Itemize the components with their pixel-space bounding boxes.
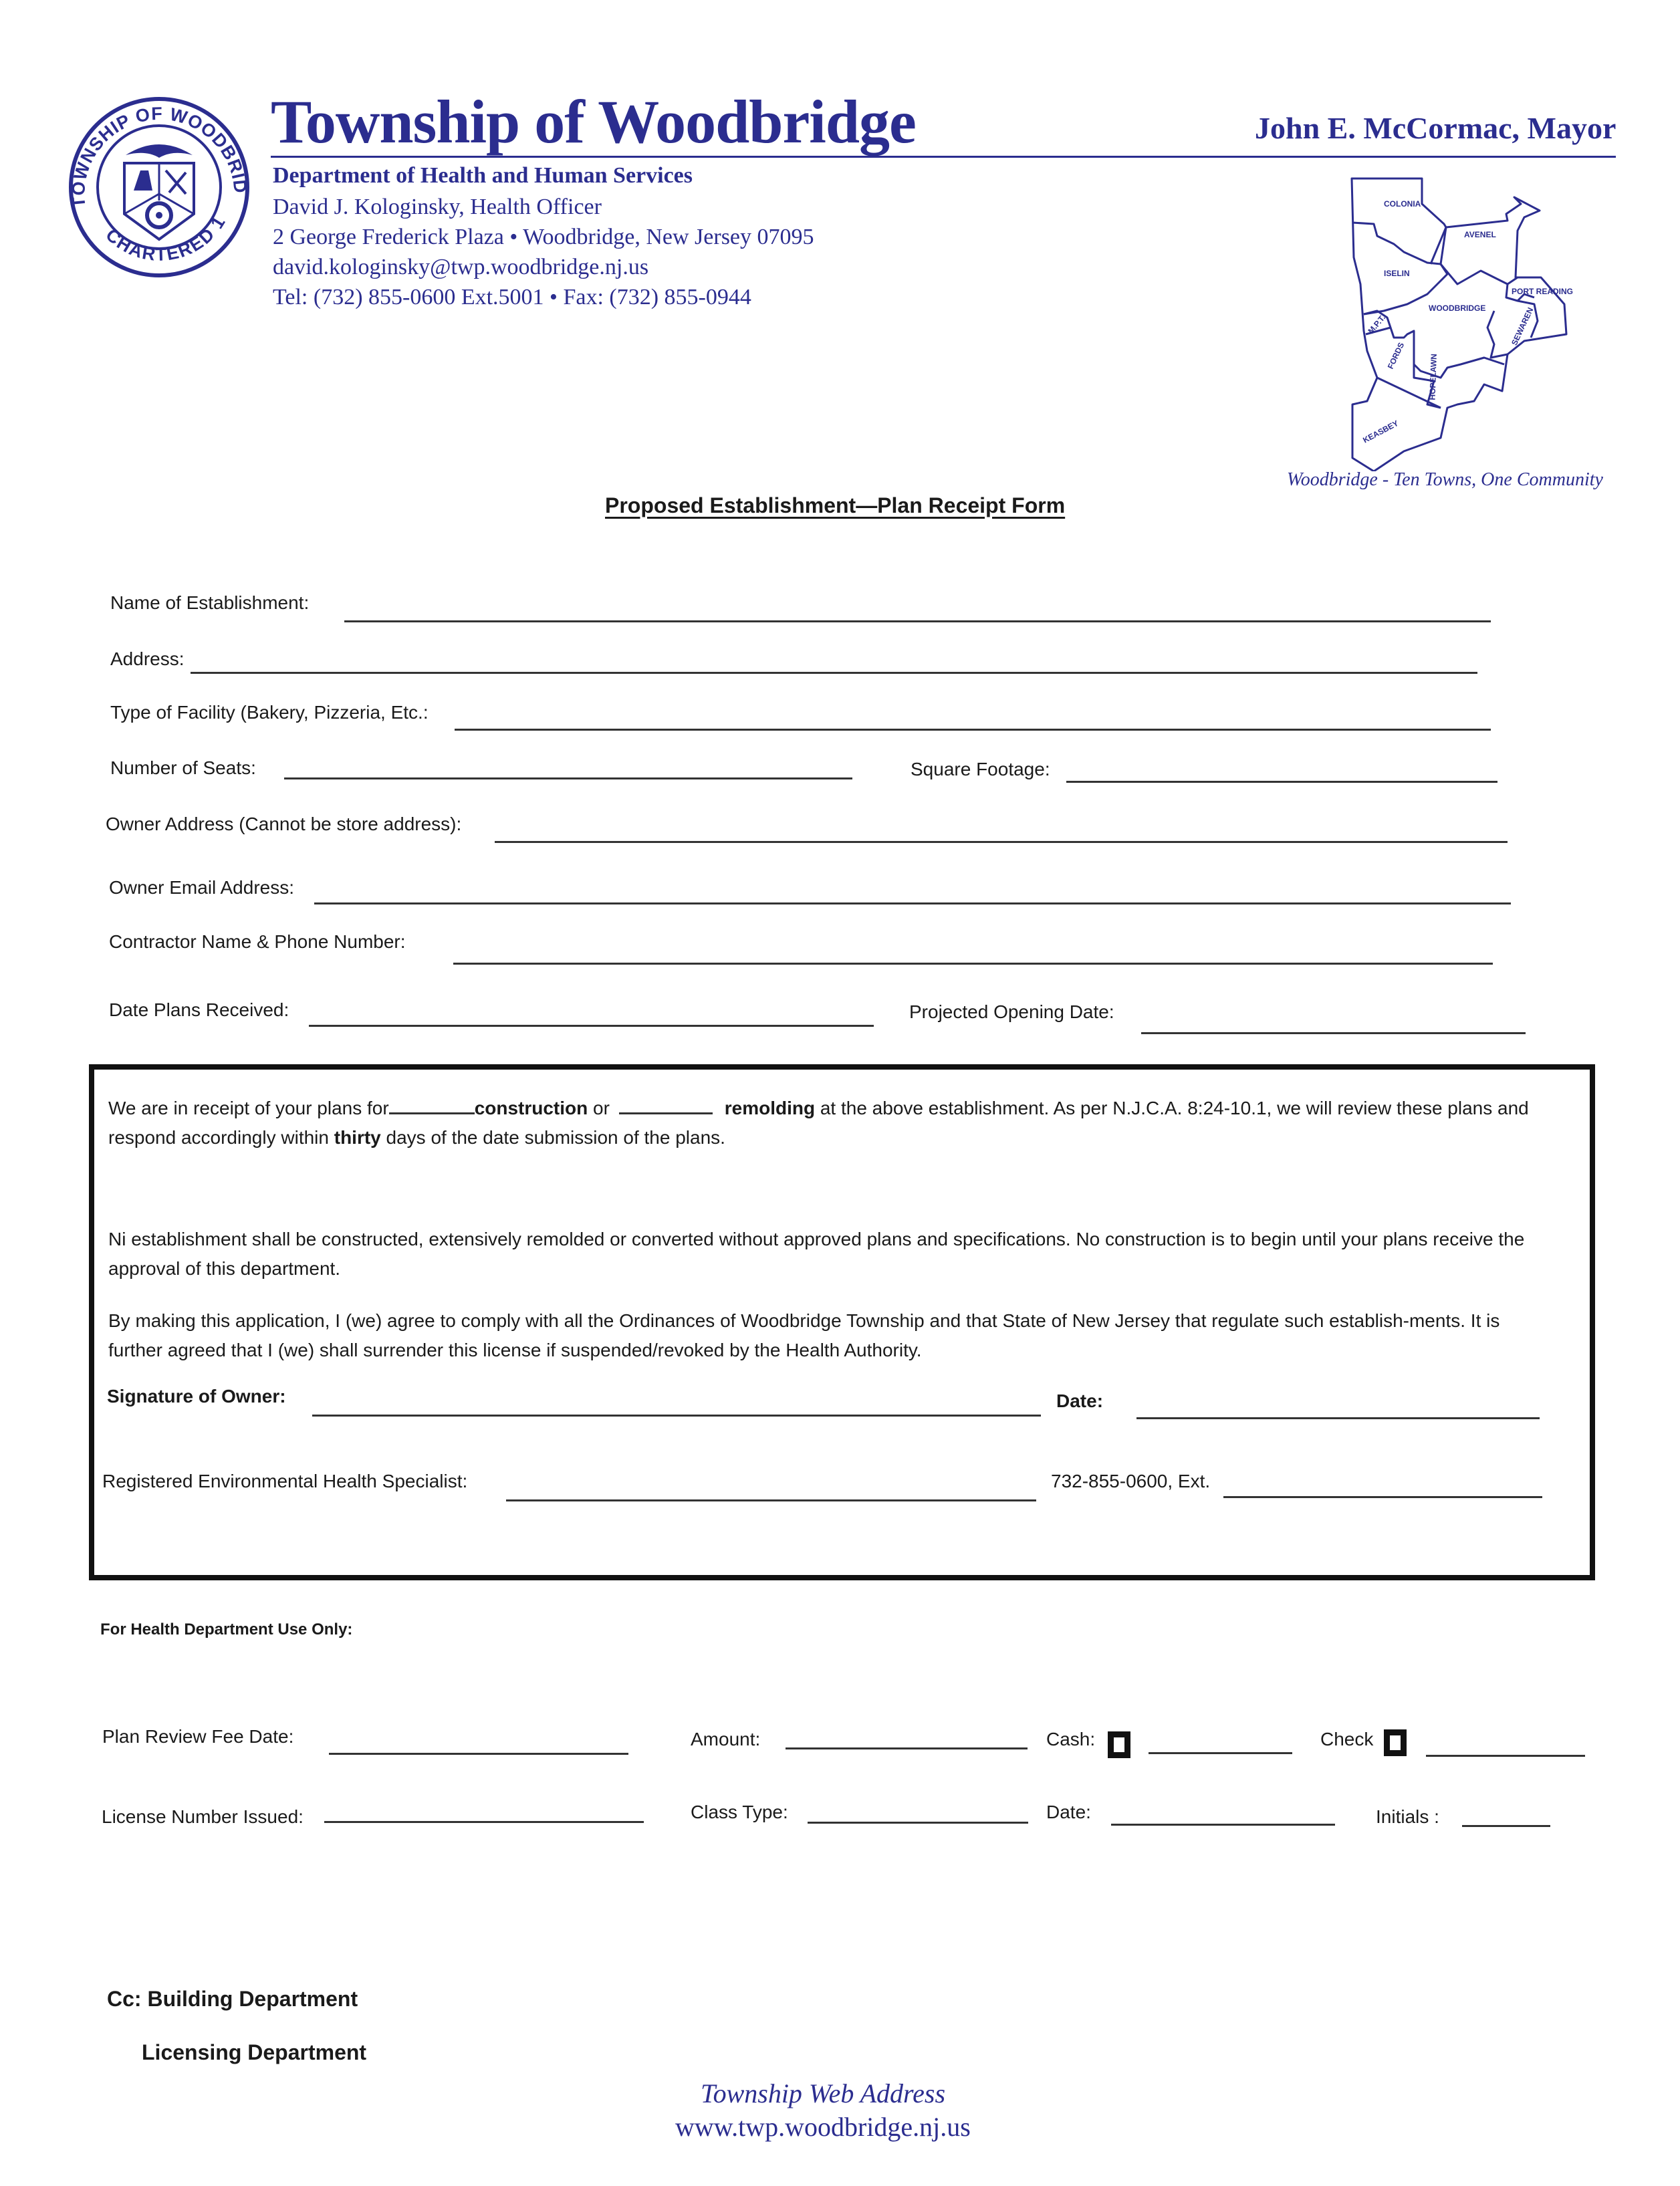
facility-type-label: Type of Facility (Bakery, Pizzeria, Etc.: bbox=[110, 702, 429, 723]
check-label: Check bbox=[1320, 1729, 1374, 1749]
amount-input[interactable] bbox=[786, 1747, 1028, 1749]
office-use-heading: For Health Department Use Only: bbox=[100, 1620, 353, 1638]
square-footage-label: Square Footage: bbox=[911, 759, 1050, 779]
township-map-icon bbox=[1347, 177, 1614, 471]
address-label: Address: bbox=[110, 648, 185, 669]
map-label-hopelawn: HOPELAWN bbox=[1427, 353, 1439, 400]
date-received-input[interactable] bbox=[309, 1025, 874, 1027]
cash-checkbox[interactable] bbox=[1108, 1731, 1130, 1758]
class-type-label: Class Type: bbox=[691, 1802, 788, 1822]
license-number-input[interactable] bbox=[324, 1821, 644, 1823]
map-label-keasbey: KEASBEY bbox=[1361, 418, 1401, 445]
letterhead-rule bbox=[271, 156, 1616, 158]
form-title: Proposed Establishment—Plan Receipt Form bbox=[605, 493, 1066, 517]
opening-date-label: Projected Opening Date: bbox=[909, 1001, 1114, 1022]
plan-review-fee-date-label: Plan Review Fee Date: bbox=[102, 1726, 294, 1747]
footer-web-label: Township Web Address bbox=[701, 2078, 946, 2108]
contractor-input[interactable] bbox=[453, 963, 1493, 965]
rehs-label: Registered Environmental Health Specialist: bbox=[102, 1471, 468, 1491]
township-tagline: Woodbridge - Ten Towns, One Community bbox=[1287, 469, 1603, 490]
health-officer: David J. Kologinsky, Health Officer bbox=[273, 195, 602, 219]
establishment-name-label: Name of Establishment: bbox=[110, 592, 310, 613]
construction-blank[interactable] bbox=[389, 1098, 475, 1114]
date-received-label: Date Plans Received: bbox=[109, 999, 289, 1020]
owner-email-input[interactable] bbox=[314, 902, 1511, 904]
rehs-phone-ext-label: 732-855-0600, Ext. bbox=[1051, 1471, 1211, 1491]
license-number-label: License Number Issued: bbox=[102, 1806, 304, 1827]
establishment-name-input[interactable] bbox=[344, 620, 1491, 622]
notice-text: We are in receipt of your plans for bbox=[108, 1098, 389, 1118]
seal-text-bottom: CHARTERED 1 bbox=[102, 211, 230, 265]
owner-address-label: Owner Address (Cannot be store address): bbox=[106, 814, 462, 834]
department-name: Department of Health and Human Services bbox=[273, 163, 693, 188]
rehs-input[interactable] bbox=[506, 1499, 1036, 1501]
department-phone: Tel: (732) 855-0600 Ext.5001 • Fax: (732) 855-0944 bbox=[273, 285, 751, 310]
map-label-iselin: ISELIN bbox=[1384, 269, 1410, 278]
cash-input[interactable] bbox=[1149, 1752, 1292, 1754]
department-address: 2 George Frederick Plaza • Woodbridge, New Jersey 07095 bbox=[273, 225, 814, 249]
map-label-port-reading: PORT READING bbox=[1512, 287, 1574, 296]
cc-licensing-department: Licensing Department bbox=[142, 2040, 367, 2064]
officer-email[interactable]: david.kologinsky@twp.woodbridge.nj.us bbox=[273, 255, 649, 279]
contractor-label: Contractor Name & Phone Number: bbox=[109, 931, 406, 952]
facility-type-input[interactable] bbox=[455, 729, 1491, 731]
notice-text: days of the date submission of the plans. bbox=[380, 1127, 725, 1148]
signature-date-label: Date: bbox=[1056, 1390, 1104, 1411]
map-label-mpt: M.P.T. bbox=[1366, 313, 1388, 336]
class-type-input[interactable] bbox=[808, 1822, 1028, 1824]
owner-signature-label: Signature of Owner: bbox=[107, 1386, 286, 1407]
owner-signature-input[interactable] bbox=[312, 1415, 1041, 1417]
mayor-name: John E. McCormac, Mayor bbox=[1255, 111, 1616, 145]
check-checkbox[interactable] bbox=[1384, 1729, 1407, 1756]
owner-address-input[interactable] bbox=[495, 841, 1508, 843]
map-label-sewaren: SEWAREN bbox=[1510, 306, 1536, 347]
notice-text: or bbox=[588, 1098, 615, 1118]
notice-paragraph-approval: Ni establishment shall be constructed, extensively remolded or converted without approved plans and specifications. No construction is to begin until your plans receive the approval of this department. bbox=[108, 1229, 1525, 1279]
remolding-blank[interactable] bbox=[619, 1098, 713, 1114]
license-date-input[interactable] bbox=[1111, 1824, 1335, 1826]
amount-label: Amount: bbox=[691, 1729, 761, 1749]
notice-paragraph-receipt bbox=[108, 1094, 1572, 1152]
thirty-days: thirty bbox=[334, 1127, 381, 1148]
license-date-label: Date: bbox=[1046, 1802, 1091, 1822]
map-label-avenel: AVENEL bbox=[1464, 230, 1496, 239]
initials-input[interactable] bbox=[1462, 1825, 1550, 1827]
township-title: Township of Woodbridge bbox=[271, 88, 916, 156]
check-input[interactable] bbox=[1426, 1755, 1585, 1757]
construction-option: construction bbox=[474, 1098, 588, 1118]
rehs-extension-input[interactable] bbox=[1223, 1496, 1542, 1498]
signature-date-input[interactable] bbox=[1136, 1417, 1540, 1419]
opening-date-input[interactable] bbox=[1141, 1032, 1526, 1034]
seats-input[interactable] bbox=[284, 777, 852, 779]
township-seal-icon bbox=[59, 94, 259, 281]
address-input[interactable] bbox=[191, 672, 1477, 674]
cash-label: Cash: bbox=[1046, 1729, 1096, 1749]
map-label-colonia: COLONIA bbox=[1384, 199, 1421, 209]
notice-paragraph-agreement: By making this application, I (we) agree to comply with all the Ordinances of Woodbridge Township and that State of New Jersey that regulate such establish-ments. It is further agreed that I (we) shall surrender this license if suspended/revoked by the Health Authority. bbox=[108, 1310, 1500, 1360]
initials-label: Initials : bbox=[1376, 1806, 1439, 1827]
footer-web-url[interactable]: www.twp.woodbridge.nj.us bbox=[675, 2112, 971, 2142]
square-footage-input[interactable] bbox=[1066, 781, 1497, 783]
remolding-option: remolding bbox=[724, 1098, 816, 1118]
seats-label: Number of Seats: bbox=[110, 757, 256, 778]
seal-text-top: TOWNSHIP OF WOODBRID bbox=[68, 103, 251, 209]
map-label-woodbridge: WOODBRIDGE bbox=[1429, 303, 1486, 313]
plan-review-fee-date-input[interactable] bbox=[329, 1753, 628, 1755]
map-label-fords: FORDS bbox=[1385, 341, 1407, 371]
owner-email-label: Owner Email Address: bbox=[109, 877, 294, 898]
notice-text: at the above establishment. As per N.J.C.A. 8:24-10.1, we will review these plans and respond accordingly within bbox=[108, 1098, 1529, 1148]
cc-building-department: Cc: Building Department bbox=[107, 1987, 358, 2011]
